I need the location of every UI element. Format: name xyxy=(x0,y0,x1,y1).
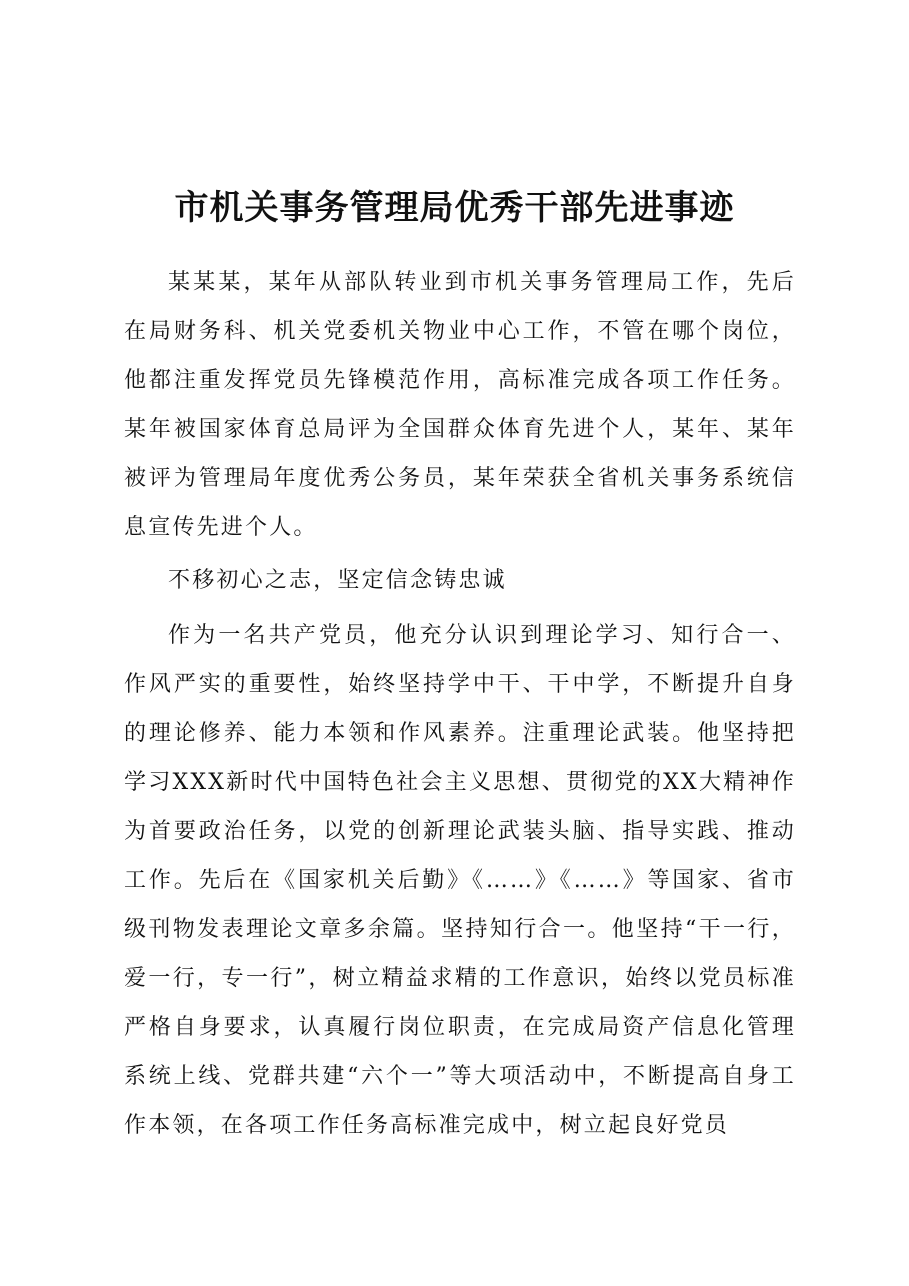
section-heading: 不移初心之志，坚定信念铸忠诚 xyxy=(168,568,507,593)
paragraph-intro: 某某某，某年从部队转业到市机关事务管理局工作，先后在局财务科、机关党委机关物业中心工作，不管在哪个岗位，他都注重发挥党员先锋模范作用，高标准完成各项工作任务。某年被国家体育总局评为全国群众体育先进个人，某年、某年被评为管理局年度优秀公务员，某年荣获全省机关事务系统信息宣传先进个人。 xyxy=(124,270,796,540)
document-title: 市机关事务管理局优秀干部先进事迹 xyxy=(174,188,735,228)
paragraph-body: 作为一名共产党员，他充分认识到理论学习、知行合一、作风严实的重要性，始终坚持学中干、干中学，不断提升自身的理论修养、能力本领和作风素养。注重理论武装。他坚持把学习XXX新时代中国特色社会主义思想、贯彻党的XX大精神作为首要政治任务，以党的创新理论武装头脑、指导实践、推动工作。先后在《国家机关后勤》《……》《……》等国家、省市级刊物发表理论文章多余篇。坚持知行合一。他坚持“干一行，爱一行，专一行”，树立精益求精的工作意识，始终以党员标准严格自身要求，认真履行岗位职责，在完成局资产信息化管理系统上线、党群共建“六个一”等大项活动中，不断提高自身工作本领，在各项工作任务高标准完成中，树立起良好党员 xyxy=(124,623,796,1138)
